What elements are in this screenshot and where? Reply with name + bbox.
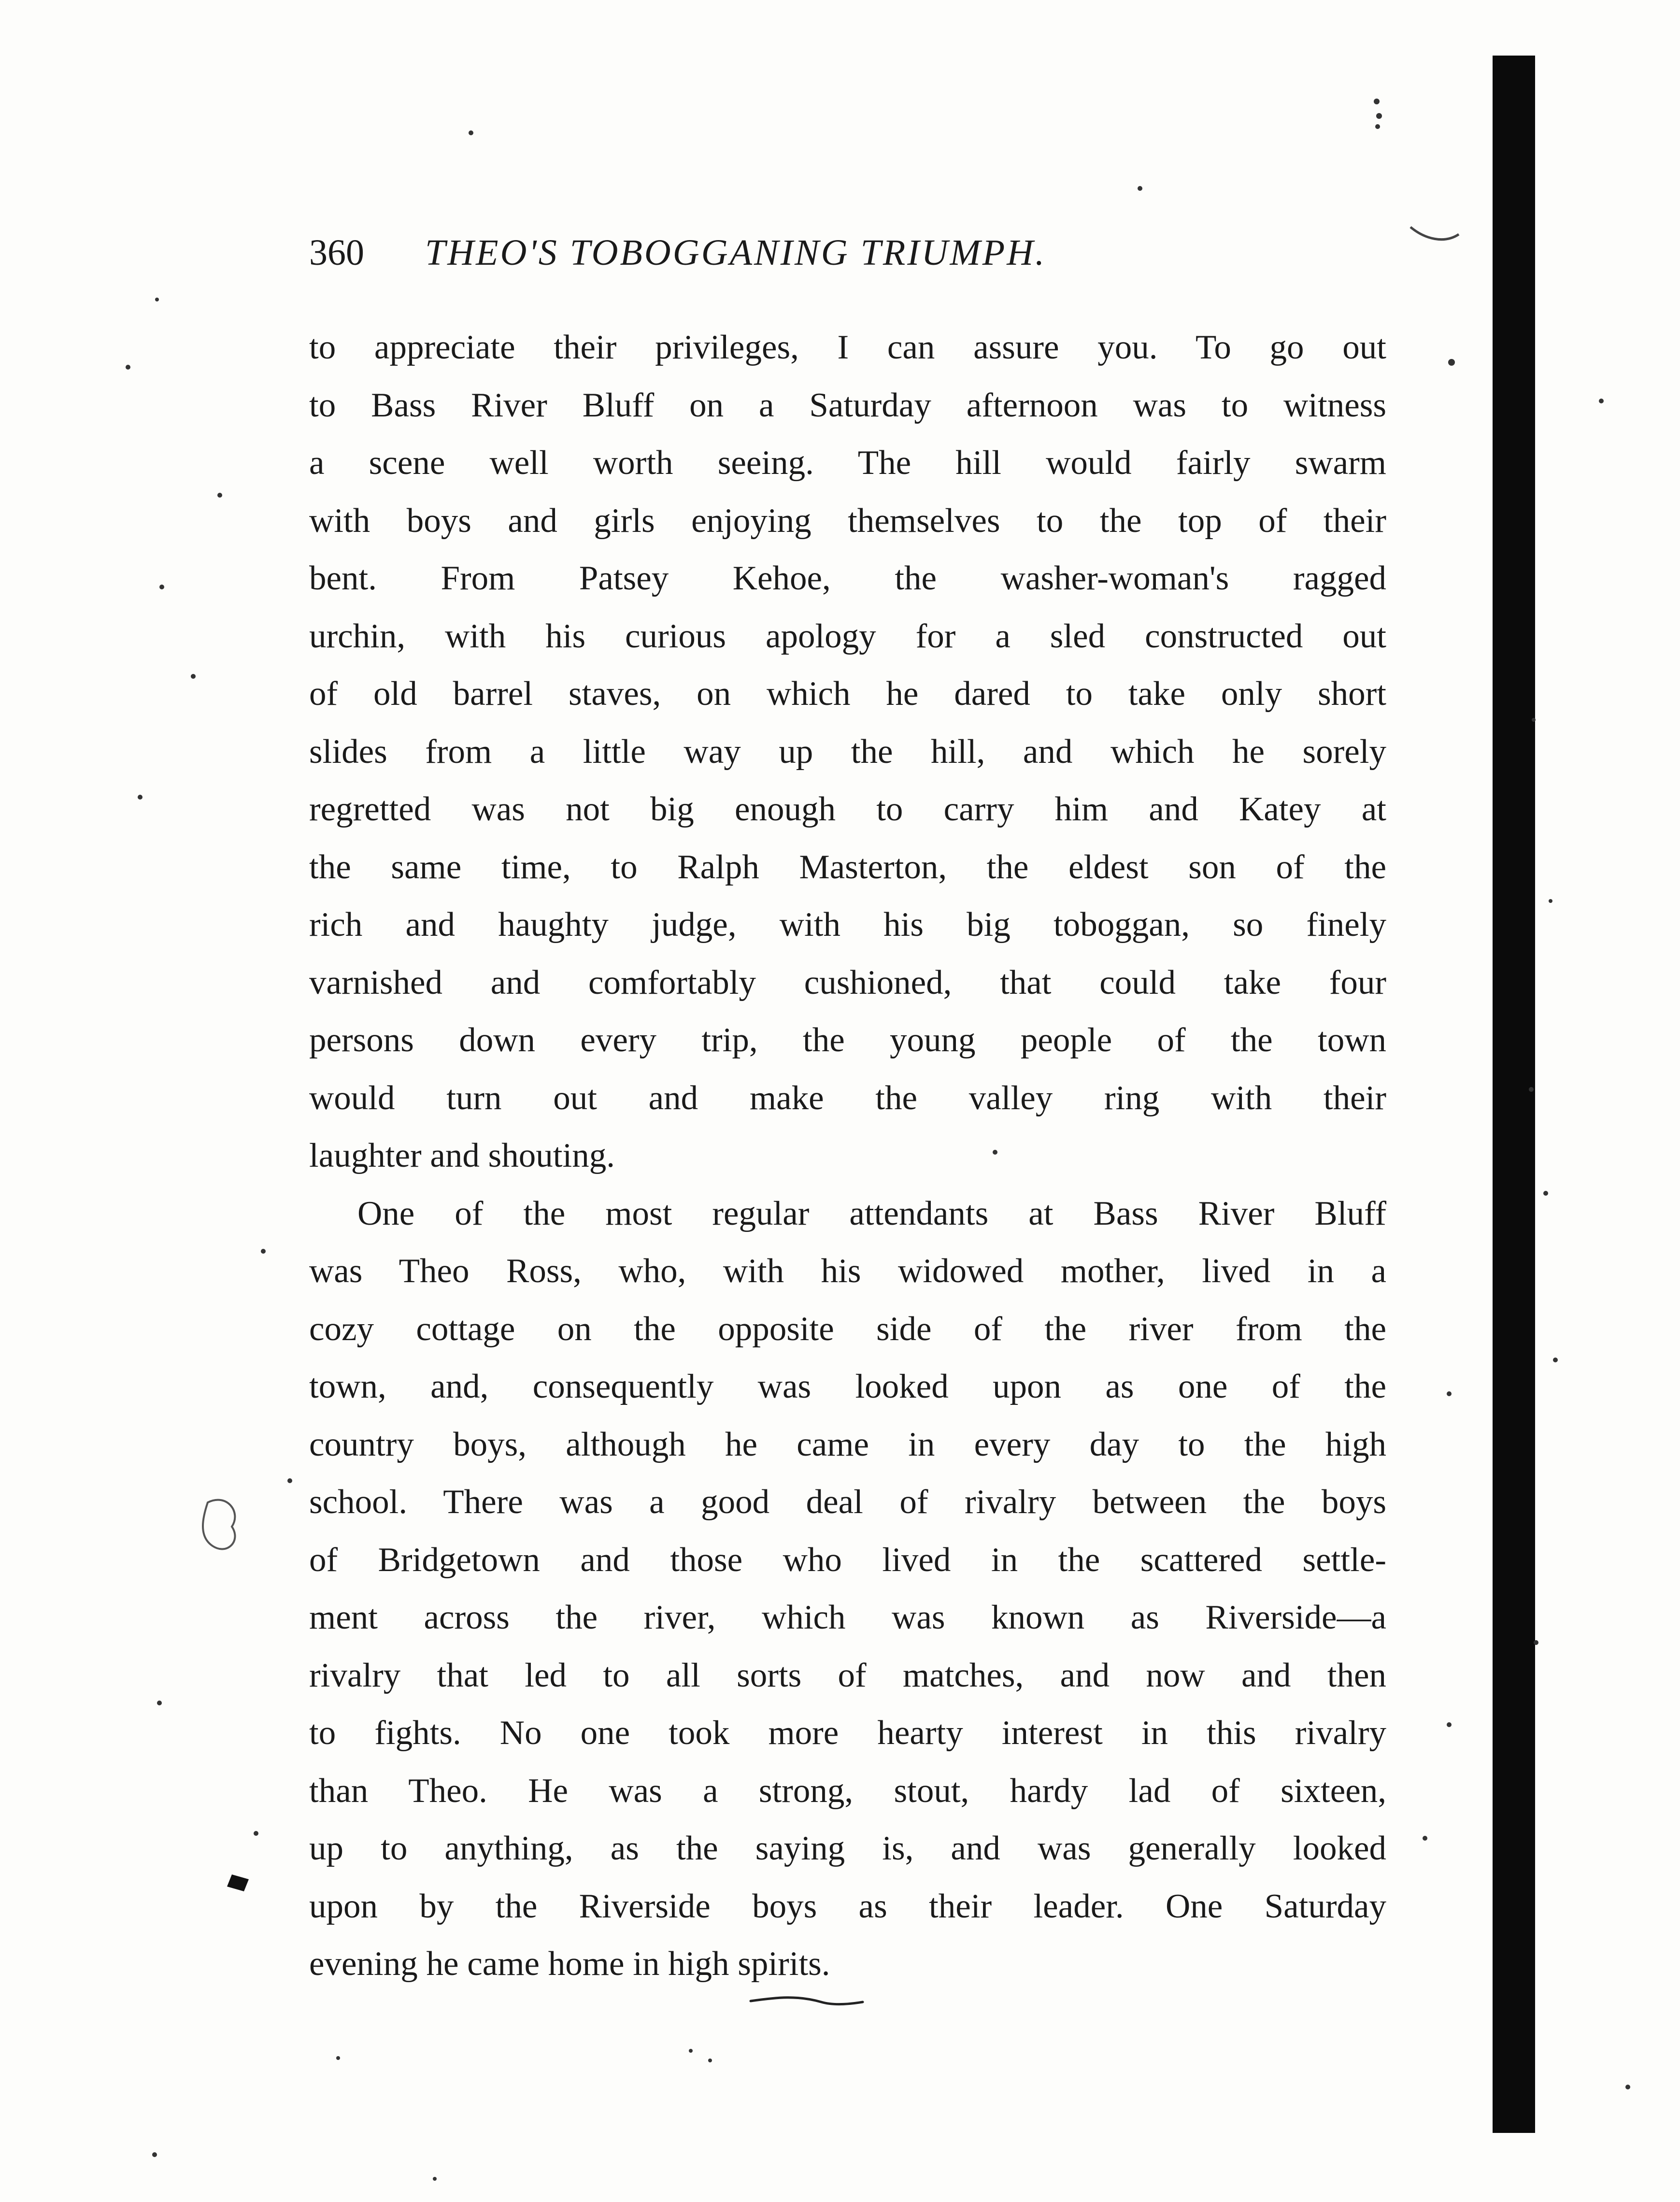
paragraph-end-line: laughter and shouting.	[309, 1137, 615, 1174]
text-line: bent. From Patsey Kehoe, the washer-woman's ragged	[309, 559, 1386, 597]
text-line: urchin, with his curious apology for a sled constructed out	[309, 617, 1386, 655]
text-line: would turn out and make the valley ring with their	[309, 1079, 1386, 1117]
text-line: regretted was not big enough to carry him and Katey at	[309, 790, 1386, 828]
scan-binding-shadow	[1493, 56, 1535, 2133]
text-line: ment across the river, which was known as Riverside—a	[309, 1599, 1386, 1636]
text-line: with boys and girls enjoying themselves to the top of their	[309, 501, 1386, 540]
text-line: of Bridgetown and those who lived in the scattered settle-	[309, 1541, 1386, 1579]
text-line: up to anything, as the saying is, and was generally looked	[309, 1830, 1386, 1867]
text-line: upon by the Riverside boys as their leader. One Saturday	[309, 1887, 1386, 1925]
text-line: of old barrel staves, on which he dared to take only short	[309, 675, 1386, 713]
text-line: persons down every trip, the young people of the town	[309, 1021, 1386, 1059]
text-line: to appreciate their privileges, I can assure you. To go out	[309, 329, 1386, 366]
text-line: slides from a little way up the hill, and which he sorely	[309, 732, 1386, 771]
text-line: town, and, consequently was looked upon as one of the	[309, 1368, 1386, 1405]
text-line: cozy cottage on the opposite side of the river from the	[309, 1310, 1386, 1348]
text-line: than Theo. He was a strong, stout, hardy lad of sixteen,	[309, 1772, 1386, 1810]
text-line: to Bass River Bluff on a Saturday afternoon was to witness	[309, 386, 1386, 424]
text-line: a scene well worth seeing. The hill would fairly swarm	[309, 444, 1386, 482]
text-line: was Theo Ross, who, with his widowed mother, lived in a	[309, 1252, 1386, 1290]
end-ornament	[749, 1990, 865, 2010]
paragraph-end-line: evening he came home in high spirits.	[309, 1945, 830, 1983]
chapter-title: THEO'S TOBOGGANING TRIUMPH.	[425, 232, 1047, 273]
text-line: country boys, although he came in every day to the high	[309, 1425, 1386, 1463]
body-text	[309, 319, 1386, 1993]
page-number: 360	[309, 232, 364, 273]
text-line: rich and haughty judge, with his big toboggan, so finely	[309, 906, 1386, 944]
paragraph-first-line: One of the most regular attendants at Bass River Bluff	[357, 1194, 1386, 1232]
text-line: the same time, to Ralph Masterton, the eldest son of the	[309, 848, 1386, 886]
text-line: to fights. No one took more hearty interest in this rivalry	[309, 1714, 1386, 1752]
text-line: rivalry that led to all sorts of matches, and now and then	[309, 1656, 1386, 1694]
text-line: varnished and comfortably cushioned, that could take four	[309, 963, 1386, 1001]
text-line: school. There was a good deal of rivalry between the boys	[309, 1483, 1386, 1521]
running-head	[309, 232, 1275, 285]
